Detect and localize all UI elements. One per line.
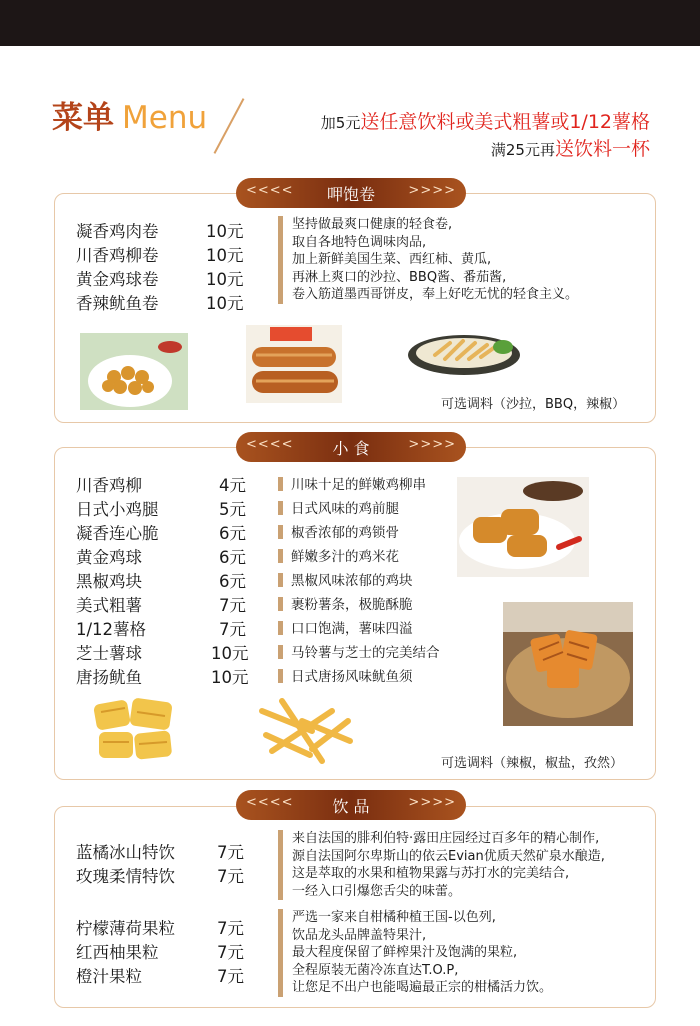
menu-item-name: 日式小鸡腿 xyxy=(76,500,159,519)
snacks-condiments: 可选调料（辣椒，椒盐，孜然） xyxy=(441,756,624,771)
menu-item-name: 川香鸡柳 xyxy=(76,476,142,495)
desc-line: 最大程度保留了鲜榨果汁及饱满的果粒, xyxy=(292,945,518,960)
desc-line: 这是萃取的水果和植物果露与苏打水的完美结合, xyxy=(292,866,570,881)
promo1-prefix: 加5元 xyxy=(320,114,361,132)
promo-line-1 xyxy=(321,107,650,134)
menu-item-desc: 口口饱满，薯味四溢 xyxy=(278,617,413,637)
menu-item-price: 4元 xyxy=(219,476,246,495)
wraps-description xyxy=(292,216,578,304)
promo-line-2 xyxy=(491,134,650,161)
chicken-wrap-photo xyxy=(246,325,342,403)
menu-item-price: 7元 xyxy=(217,867,244,886)
menu-item-desc: 黑椒风味浓郁的鸡块 xyxy=(278,569,413,589)
desc-marker xyxy=(278,909,283,997)
desc-line: 再淋上爽口的沙拉、BBQ酱、番茄酱, xyxy=(292,269,507,285)
menu-item-price: 10元 xyxy=(211,644,249,663)
menu-item-price: 7元 xyxy=(217,843,244,862)
menu-item-price: 7元 xyxy=(217,967,244,986)
top-bar xyxy=(0,0,700,46)
banner-arrows-left: <<<< xyxy=(246,795,294,810)
menu-item-desc: 鲜嫩多汁的鸡米花 xyxy=(278,545,399,565)
menu-item-price: 10元 xyxy=(211,668,249,687)
drinks-banner xyxy=(236,790,466,820)
squid-plate-photo xyxy=(405,325,523,377)
menu-item-price: 6元 xyxy=(219,548,246,567)
banner-arrows-left: <<<< xyxy=(246,437,294,452)
menu-title xyxy=(52,98,207,138)
chicken-nuggets-photo xyxy=(80,333,188,410)
desc-line: 坚持做最爽口健康的轻食卷, xyxy=(292,217,453,232)
menu-item-name: 川香鸡柳卷 xyxy=(76,246,159,265)
menu-item-desc: 椒香浓郁的鸡锁骨 xyxy=(278,521,399,541)
desc-line: 一经入口引爆您舌尖的味蕾。 xyxy=(292,883,462,899)
menu-item-name: 凝香鸡肉卷 xyxy=(76,222,159,241)
desc-line: 卷入筋道墨西哥饼皮，奉上好吃无忧的轻食主义。 xyxy=(292,287,579,302)
menu-item-price: 7元 xyxy=(219,596,246,615)
desc-line: 加上新鲜美国生菜、西红柿、黄瓜, xyxy=(292,252,492,267)
banner-arrows-right: >>>> xyxy=(408,795,456,810)
menu-item-desc: 日式风味的鸡前腿 xyxy=(278,497,399,517)
menu-item-price: 7元 xyxy=(217,919,244,938)
banner-arrows-right: >>>> xyxy=(408,437,456,452)
desc-line: 源自法国阿尔卑斯山的依云Evian优质天然矿泉水酿造, xyxy=(292,848,605,864)
desc-line: 让您足不出户也能喝遍最正宗的柑橘活力饮。 xyxy=(292,980,553,995)
menu-item-name: 柠檬薄荷果粒 xyxy=(76,919,175,938)
wraps-title: 呷饱卷 xyxy=(326,185,375,204)
desc-line: 饮品龙头品牌盖特果汁, xyxy=(292,927,427,943)
banner-arrows-left: <<<< xyxy=(246,183,294,198)
menu-item-name: 美式粗薯 xyxy=(76,596,142,615)
desc-line: 全程原装无菌冷冻直达T.O.P, xyxy=(292,962,459,978)
desc-line: 取自各地特色调味肉品, xyxy=(292,234,427,250)
drinks-description-1 xyxy=(292,830,605,900)
menu-item-name: 芝士薯球 xyxy=(76,644,142,663)
chicken-pieces-photo xyxy=(457,477,589,577)
promo2-highlight: 送饮料一杯 xyxy=(554,138,650,160)
menu-item-name: 凝香连心脆 xyxy=(76,524,159,543)
snacks-title: 小 食 xyxy=(332,439,370,458)
menu-item-name: 红西柚果粒 xyxy=(76,943,159,962)
menu-item-desc: 川味十足的鲜嫩鸡柳串 xyxy=(278,473,426,493)
desc-line: 来自法国的腓利伯特·露田庄园经过百多年的精心制作, xyxy=(292,831,600,846)
menu-item-price: 10元 xyxy=(206,294,244,313)
menu-item-name: 蓝橘冰山特饮 xyxy=(76,843,175,862)
menu-item-price: 7元 xyxy=(217,943,244,962)
promo1-highlight: 送任意饮料或美式粗薯或1/12薯格 xyxy=(360,111,650,133)
promo2-prefix: 满25元再 xyxy=(490,141,555,159)
waffle-fries-basket-photo xyxy=(503,602,633,726)
menu-item-name: 橙汁果粒 xyxy=(76,967,142,986)
wraps-condiments: 可选调料（沙拉，BBQ，辣椒） xyxy=(441,397,626,412)
menu-item-name: 香辣鱿鱼卷 xyxy=(76,294,159,313)
menu-item-name: 玫瑰柔情特饮 xyxy=(76,867,175,886)
menu-item-name: 1/12薯格 xyxy=(76,620,147,639)
menu-item-price: 7元 xyxy=(219,620,246,639)
menu-item-desc: 马铃薯与芝士的完美结合 xyxy=(278,641,440,661)
menu-item-price: 10元 xyxy=(206,246,244,265)
menu-item-price: 5元 xyxy=(219,500,246,519)
snacks-banner xyxy=(236,432,466,462)
title-divider xyxy=(214,98,245,154)
drinks-title: 饮 品 xyxy=(332,797,370,816)
menu-item-price: 6元 xyxy=(219,572,246,591)
menu-item-name: 唐扬鱿鱼 xyxy=(76,668,142,687)
menu-item-name: 黄金鸡球卷 xyxy=(76,270,159,289)
waffle-fries-photo xyxy=(75,692,195,770)
menu-item-price: 10元 xyxy=(206,222,244,241)
menu-title-en: Menu xyxy=(122,100,208,136)
menu-item-name: 黄金鸡球 xyxy=(76,548,142,567)
desc-line: 严选一家来自柑橘种植王国-以色列, xyxy=(292,910,496,925)
menu-item-name: 黑椒鸡块 xyxy=(76,572,142,591)
desc-marker xyxy=(278,830,283,900)
menu-title-cn: 菜单 xyxy=(52,100,114,136)
french-fries-photo xyxy=(252,691,356,769)
menu-item-desc: 裹粉薯条，极脆酥脆 xyxy=(278,593,413,613)
menu-item-price: 10元 xyxy=(206,270,244,289)
menu-item-price: 6元 xyxy=(219,524,246,543)
desc-marker xyxy=(278,216,283,304)
wraps-banner xyxy=(236,178,466,208)
banner-arrows-right: >>>> xyxy=(408,183,456,198)
drinks-description-2 xyxy=(292,909,552,997)
menu-item-desc: 日式唐扬风味鱿鱼须 xyxy=(278,665,413,685)
